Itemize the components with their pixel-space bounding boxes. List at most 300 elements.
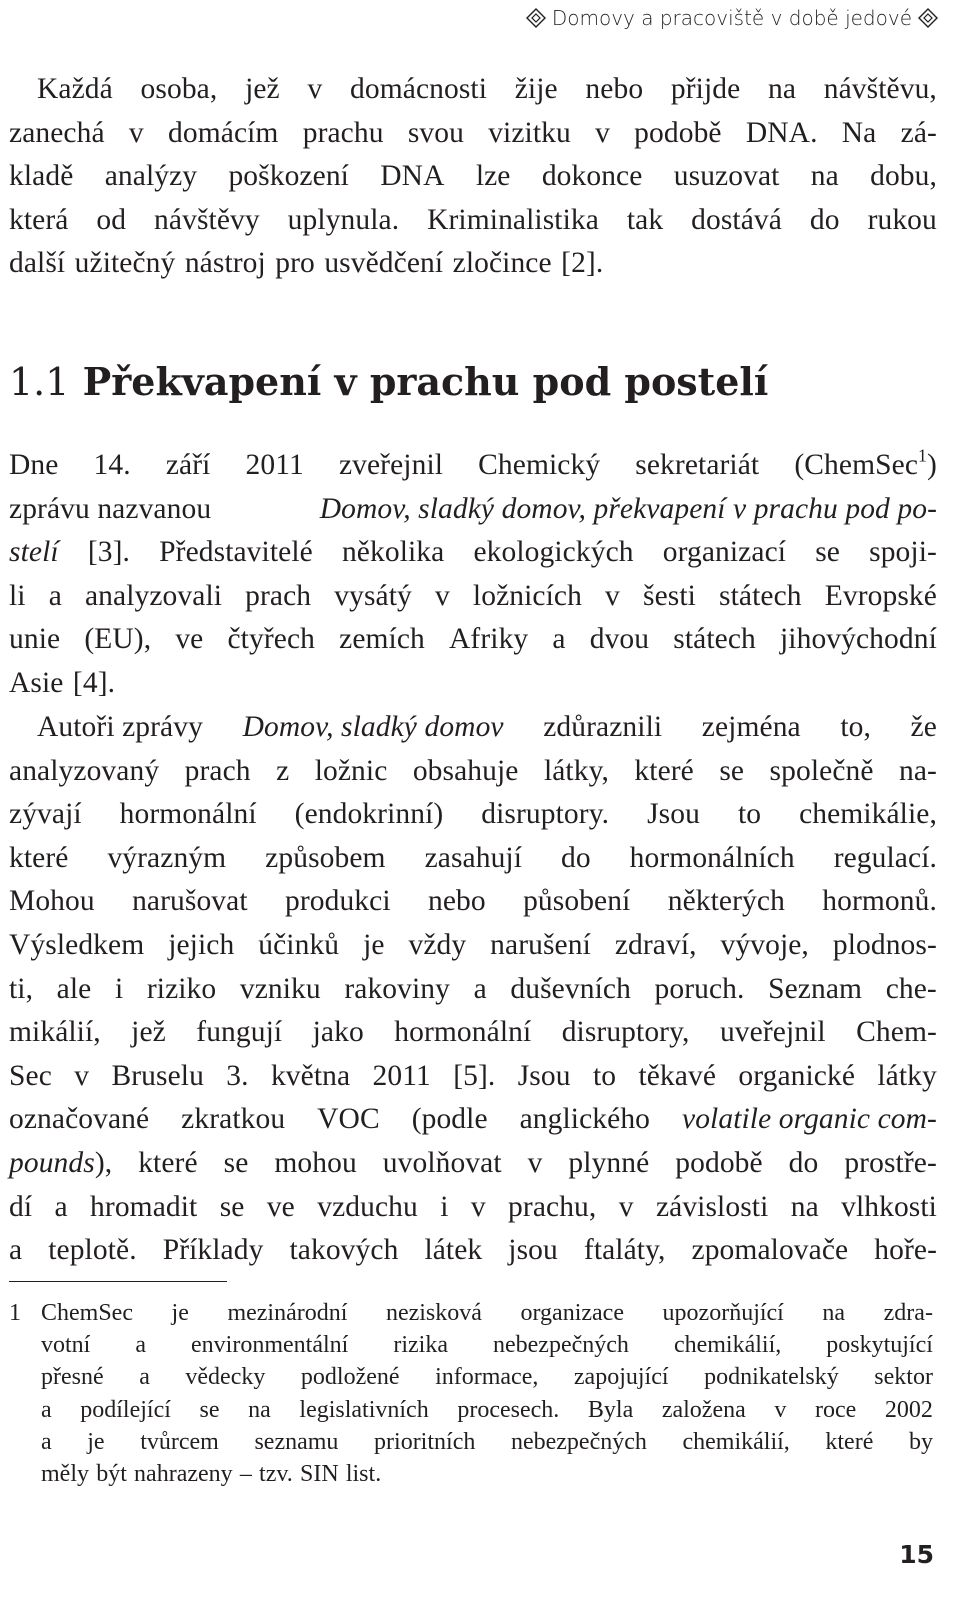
word: nebezpečných — [493, 1332, 629, 1359]
word: a — [473, 972, 487, 1005]
word: a — [48, 579, 62, 612]
word: do — [560, 841, 591, 874]
text-line — [9, 68, 937, 112]
intro-paragraph — [9, 68, 937, 286]
word: [2]. — [561, 247, 604, 280]
word: mohou — [274, 1146, 357, 1179]
word: Mohou — [9, 885, 95, 918]
word: Sec — [9, 1059, 52, 1092]
word: ti, — [9, 972, 34, 1005]
word: votní — [41, 1332, 91, 1359]
word: nebezpečných — [510, 1428, 647, 1455]
word: li — [9, 579, 26, 612]
word: poškození — [228, 160, 349, 193]
text-line — [9, 155, 937, 199]
word: 14. — [93, 449, 131, 481]
word: vysátý — [334, 579, 412, 612]
word: státech — [719, 579, 802, 612]
word: května — [270, 1059, 351, 1092]
word: Jsou — [647, 798, 700, 831]
word: hormonů. — [822, 885, 937, 918]
word: DNA. — [745, 116, 818, 149]
word: vývoje, — [720, 928, 809, 961]
word: dokonce — [541, 160, 643, 193]
word: chemikálie, — [799, 798, 937, 831]
word: mezinárodní — [227, 1300, 348, 1326]
word: od — [96, 203, 127, 236]
word: che- — [885, 972, 937, 1005]
word: uvolňovat — [382, 1146, 502, 1179]
word: prachu — [302, 116, 384, 149]
word: Chem- — [856, 1016, 937, 1049]
word: nahrazeny — [134, 1460, 233, 1487]
word: do — [809, 203, 840, 236]
word: prach — [184, 754, 251, 787]
text-line — [9, 750, 937, 794]
word: organizace — [520, 1300, 624, 1326]
text-line — [9, 1011, 937, 1055]
word: na — [822, 1300, 846, 1326]
section-number: 1.1 — [9, 360, 70, 404]
text-line — [41, 1426, 933, 1458]
word: to — [592, 1059, 617, 1092]
word: být — [96, 1460, 127, 1487]
word: několika — [341, 536, 445, 569]
word: hormonálních — [629, 841, 795, 874]
word: které — [9, 841, 69, 874]
word: se — [719, 754, 745, 787]
word: (EU), — [84, 623, 152, 656]
word: ve — [175, 623, 204, 656]
word: v — [774, 1396, 787, 1423]
section-title: Překvapení v prachu pod postelí — [82, 359, 769, 404]
word: které — [138, 1146, 198, 1179]
word: organizací — [662, 536, 787, 569]
word: podobě — [634, 116, 722, 149]
word: návštěvy — [154, 203, 260, 236]
word: zveřejnil — [338, 449, 444, 481]
word: září — [165, 449, 211, 481]
word: dostává — [691, 203, 782, 236]
word: nezisková — [385, 1300, 482, 1326]
word: SIN — [299, 1460, 339, 1487]
word: Kriminalistika — [427, 203, 599, 236]
text-line — [9, 488, 937, 532]
word: mikálií, — [9, 1016, 101, 1049]
word: organické — [738, 1059, 856, 1092]
word: přesné — [41, 1364, 104, 1391]
word: upozorňující — [662, 1300, 784, 1326]
word: prostře- — [844, 1146, 937, 1179]
word: vzduchu — [317, 1190, 418, 1223]
footnote — [9, 1297, 933, 1490]
word: rukou — [867, 203, 937, 236]
word: Bruselu — [111, 1059, 204, 1092]
word: hormonální — [394, 1016, 532, 1049]
word: která — [9, 203, 69, 236]
word: regulací. — [833, 841, 937, 874]
word: je — [171, 1300, 189, 1326]
text-line — [9, 662, 937, 706]
word: narušovat — [132, 885, 248, 918]
word: Představitelé — [159, 536, 313, 569]
word: duševních — [510, 972, 631, 1005]
word: narušení — [490, 928, 591, 961]
word: (ChemSec$^1$) — [794, 445, 937, 481]
report-title: Domov, sladký domov, překvapení v prachu pod po- — [319, 492, 937, 525]
word: domácnosti — [350, 73, 488, 105]
word: státech — [673, 623, 756, 656]
word: uplynula. — [287, 203, 400, 236]
word: nebo — [427, 885, 486, 918]
word: ale — [56, 972, 92, 1005]
word: (podle — [411, 1103, 488, 1136]
word: jež — [245, 73, 280, 105]
word: rizika — [393, 1332, 448, 1359]
word: teplotě. — [48, 1234, 137, 1267]
word: do — [788, 1146, 819, 1179]
word: a — [139, 1364, 150, 1391]
word: zá- — [900, 116, 937, 149]
word: riziko — [146, 972, 217, 1005]
word: látky, — [543, 754, 609, 787]
word: analyzovali — [84, 579, 223, 612]
text-line — [9, 242, 937, 286]
word: v — [128, 116, 144, 149]
text-line — [9, 706, 937, 750]
word: měly — [41, 1460, 89, 1487]
word: [5]. — [453, 1059, 496, 1092]
word: tak — [626, 203, 664, 236]
paragraph-2-end — [9, 1186, 937, 1273]
word: v — [527, 1146, 543, 1179]
word: sektor — [874, 1364, 933, 1391]
word: které — [634, 754, 694, 787]
text-line — [9, 837, 937, 881]
word: 3. — [226, 1059, 249, 1092]
word: vědecky — [185, 1364, 266, 1391]
word: obsahuje — [412, 754, 519, 787]
word: některých — [667, 885, 785, 918]
word: a — [41, 1396, 52, 1423]
word: poruch. — [654, 972, 745, 1005]
word: tzv. — [259, 1460, 293, 1487]
word: produkci — [284, 885, 391, 918]
word: návštěvu, — [823, 73, 937, 105]
text-line — [9, 1055, 937, 1099]
word: i — [440, 1190, 449, 1223]
word: domácím — [168, 116, 279, 149]
word: Afriky — [449, 623, 529, 656]
word: 2011 — [245, 449, 304, 481]
word: pro — [275, 247, 315, 280]
word: legislativních — [299, 1396, 429, 1423]
word: užitečný — [74, 247, 176, 280]
text-line — [9, 1229, 937, 1273]
word: ekologických — [473, 536, 634, 569]
word: ftaláty, — [583, 1234, 666, 1267]
word: lze — [475, 160, 511, 193]
text-line — [9, 1142, 937, 1186]
text-fragment: Autoři zprávy — [37, 711, 203, 743]
word: volatile organic com- — [682, 1103, 937, 1136]
word: DNA — [380, 160, 445, 193]
section-heading — [9, 354, 768, 410]
text-line — [9, 880, 937, 924]
word: v — [307, 73, 323, 105]
word: a — [9, 1234, 23, 1267]
word: spoji- — [869, 536, 937, 569]
word: svou — [407, 116, 464, 149]
word: fungují — [196, 1016, 283, 1049]
word: ve — [266, 1190, 295, 1223]
word: hoře- — [874, 1234, 937, 1267]
running-title: Domovy a pracoviště v době jedové — [551, 6, 912, 30]
word: v — [605, 579, 620, 612]
text-line — [41, 1297, 933, 1329]
word: zločince — [452, 247, 552, 280]
word: roce — [814, 1396, 857, 1423]
word: 2011 — [372, 1059, 431, 1092]
word: vlhkosti — [841, 1190, 937, 1223]
word: poskytující — [826, 1332, 933, 1359]
word: dí — [9, 1190, 33, 1223]
word: je — [87, 1428, 105, 1455]
diamond-ornament-icon — [918, 8, 938, 28]
word: jejich — [168, 928, 235, 961]
word: pounds), — [9, 1146, 113, 1179]
word: Evropské — [824, 579, 937, 612]
word: a — [54, 1190, 68, 1223]
word: podnikatelský — [704, 1364, 839, 1391]
word: čtyřech — [227, 623, 315, 656]
word: usuzovat — [673, 160, 780, 193]
word: zdraví, — [614, 928, 697, 961]
word: zanechá — [9, 116, 105, 149]
text-line — [9, 618, 937, 662]
word: tvůrcem — [140, 1428, 219, 1455]
word: v — [470, 1190, 486, 1223]
word: prachu, — [508, 1190, 597, 1223]
word: vzniku — [239, 972, 321, 1005]
word: založena — [661, 1396, 746, 1423]
word: zejména — [701, 711, 801, 743]
word: chemikálií, — [682, 1428, 790, 1455]
word: (endokrinní) — [294, 798, 444, 831]
running-header — [526, 2, 938, 34]
word: by — [908, 1428, 933, 1455]
paragraph-2 — [9, 706, 937, 1273]
word: podložené — [300, 1364, 400, 1391]
word: a — [552, 623, 566, 656]
text-line — [9, 924, 937, 968]
word: šesti — [643, 579, 696, 612]
word: Dne — [9, 449, 59, 481]
word: se — [219, 1190, 245, 1223]
word: v — [595, 116, 610, 149]
word: těkavé — [638, 1059, 717, 1092]
word: na — [790, 1190, 819, 1223]
word: ložnic — [314, 754, 388, 787]
word: jsou — [508, 1234, 558, 1267]
word: procesech. — [457, 1396, 560, 1423]
word: látky — [877, 1059, 937, 1092]
text-line — [9, 968, 937, 1012]
word: zasahují — [424, 841, 523, 874]
word: hormonální — [119, 798, 257, 831]
text-line — [9, 112, 937, 156]
word: jež — [131, 1016, 166, 1049]
footnote-separator — [9, 1281, 227, 1282]
word: látek — [424, 1234, 483, 1267]
word: dvou — [589, 623, 650, 656]
footnote-text — [41, 1297, 933, 1490]
word: Seznam — [768, 972, 863, 1005]
word: další — [9, 247, 66, 280]
word: chemikálií, — [673, 1332, 782, 1359]
word: Výsledkem — [9, 928, 145, 961]
word: v — [74, 1059, 90, 1092]
word: Chemický — [478, 449, 601, 481]
footnote-marker: 1 — [918, 445, 927, 466]
text-line — [9, 1098, 937, 1142]
word: které — [825, 1428, 874, 1455]
text-line — [41, 1361, 933, 1393]
word: disruptory, — [561, 1016, 690, 1049]
word: prioritních — [374, 1428, 476, 1455]
word: se — [199, 1396, 220, 1423]
word: to, — [840, 711, 871, 743]
word: společně — [769, 754, 874, 787]
text-line — [9, 199, 937, 243]
word: stelí — [9, 536, 59, 569]
text-fragment: zprávu nazvanou — [9, 492, 219, 525]
paragraph-1 — [9, 444, 937, 706]
word: jihovýchodní — [780, 623, 937, 656]
word: zdůraznili — [543, 711, 663, 743]
word: takových — [289, 1234, 399, 1267]
word: že — [910, 711, 937, 743]
word: Domov, sladký domov — [242, 711, 504, 743]
word: 2002 — [884, 1396, 933, 1423]
word: dobu, — [870, 160, 937, 193]
word: zpomalovače — [691, 1234, 849, 1267]
text-line — [9, 793, 937, 837]
word: environmentální — [191, 1332, 349, 1359]
word: vizitku — [488, 116, 571, 149]
word: seznamu — [254, 1428, 339, 1455]
word: kladě — [9, 160, 74, 193]
word: na — [768, 73, 797, 105]
text-line — [41, 1458, 933, 1490]
text-line — [9, 1186, 937, 1230]
word: Příklady — [162, 1234, 264, 1267]
word: to — [737, 798, 762, 831]
word: v — [618, 1190, 634, 1223]
paragraph-2-lines — [9, 750, 937, 1099]
text-line — [41, 1329, 933, 1361]
word: plodnos- — [832, 928, 937, 961]
text-line — [9, 531, 937, 575]
text-line — [9, 444, 937, 488]
word: Každá — [37, 73, 113, 105]
word: způsobem — [265, 841, 386, 874]
footnote-number: 1 — [9, 1300, 21, 1326]
word: osoba, — [140, 73, 218, 105]
word: [3]. — [87, 536, 130, 569]
word: se — [223, 1146, 249, 1179]
text-line — [9, 575, 937, 619]
word: disruptory. — [481, 798, 610, 831]
word: na- — [899, 754, 937, 787]
word: účinků — [258, 928, 340, 961]
paragraph-1-rest — [9, 575, 937, 706]
word: Na — [841, 116, 877, 149]
word: závislosti — [655, 1190, 769, 1223]
word: z — [276, 754, 290, 787]
word: rakoviny — [344, 972, 451, 1005]
word: ložnicích — [472, 579, 582, 612]
word: analýzy — [104, 160, 198, 193]
word: je — [363, 928, 385, 961]
word: zkratkou — [181, 1103, 286, 1136]
word: usvědčení — [324, 247, 444, 280]
word: v — [434, 579, 450, 612]
word: žije — [514, 73, 558, 105]
word: – — [239, 1460, 252, 1487]
word: vždy — [408, 928, 467, 961]
word: výrazným — [107, 841, 227, 874]
word: Asie — [9, 666, 64, 699]
word: zdra- — [883, 1300, 933, 1326]
word: zapojující — [573, 1364, 669, 1391]
word: anglického — [519, 1103, 651, 1136]
word: plynné — [568, 1146, 650, 1179]
word: nástroj — [184, 247, 266, 280]
word: zývají — [9, 798, 82, 831]
word: nebo — [585, 73, 644, 105]
word: prach — [245, 579, 312, 612]
word: unie — [9, 623, 61, 656]
word: hromadit — [90, 1190, 198, 1223]
word: na — [248, 1396, 271, 1423]
word: a — [41, 1428, 52, 1455]
word: sekretariát — [635, 449, 760, 481]
word: podílející — [80, 1396, 171, 1423]
word: označované — [9, 1103, 150, 1136]
word: zemích — [339, 623, 425, 656]
word: Byla — [587, 1396, 634, 1423]
word: i — [114, 972, 124, 1005]
word: uveřejnil — [719, 1016, 826, 1049]
diamond-ornament-icon — [526, 8, 546, 28]
text-line — [41, 1394, 933, 1426]
word: se — [815, 536, 840, 569]
word: informace, — [435, 1364, 539, 1391]
word: jako — [312, 1016, 364, 1049]
word: [4]. — [72, 666, 116, 699]
word: a — [135, 1332, 147, 1359]
page-number: 15 — [899, 1540, 934, 1569]
word: ChemSec — [41, 1300, 133, 1326]
word: přijde — [670, 73, 741, 105]
word: list. — [345, 1460, 382, 1487]
word: VOC — [317, 1103, 380, 1136]
word: na — [810, 160, 839, 193]
word: Jsou — [517, 1059, 571, 1092]
word: analyzovaný — [9, 754, 160, 787]
word: působení — [523, 885, 631, 918]
